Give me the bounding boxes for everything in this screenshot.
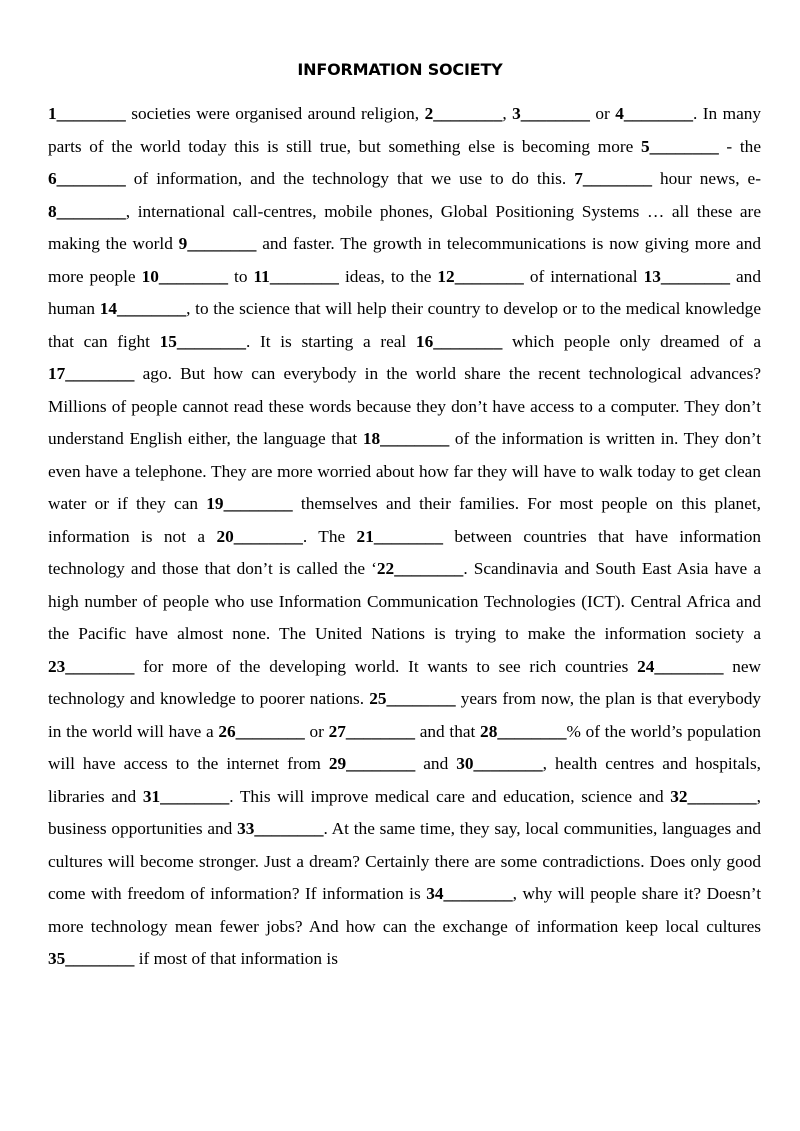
body-text-segment: which people only dreamed of a (502, 331, 762, 351)
body-text-segment: . In many parts of the world today this is still true, but something else is becoming more (48, 104, 762, 156)
body-text-segment: or (589, 104, 616, 123)
gap-blank[interactable]: 3________ (512, 104, 590, 123)
body-text-segment: themselves and their families. For most people on this planet, information is not a (48, 494, 761, 546)
gap-blank[interactable]: 33________ (237, 819, 324, 838)
body-text-segment: , (502, 104, 513, 123)
body-text-segment: ideas, to the (338, 266, 438, 286)
body-text-segment: , health centres and hospitals, libraries and (48, 754, 761, 806)
body-text-segment: . The (302, 526, 357, 546)
body-text-segment: of information, and the technology that we use to do this. (125, 169, 575, 188)
body-text-segment: , business opportunities and (48, 786, 761, 838)
body-text-segment: societies were organised around religion, (125, 104, 425, 123)
gap-blank[interactable]: 6________ (48, 169, 126, 188)
gap-blank[interactable]: 35________ (48, 949, 135, 968)
gap-blank[interactable]: 8________ (48, 201, 126, 221)
body-text-segment: new technology and knowledge to poorer nations. (48, 656, 761, 708)
gap-blank[interactable]: 19________ (206, 494, 293, 513)
body-text-segment: , why will people share it? Doesn’t more technology mean fewer jobs? And how can the exchange of information keep local cultures (48, 884, 762, 936)
gap-blank[interactable]: 26________ (218, 721, 305, 741)
gap-blank[interactable]: 10________ (141, 266, 229, 286)
gap-blank[interactable]: 34________ (426, 884, 513, 903)
gap-blank[interactable]: 12________ (437, 266, 524, 286)
body-text-segment: ago. But how can everybody in the world share the recent technological advances? Millions of people cannot read these words because they don’t have access to a computer. They don’t understand English either, the language that (48, 364, 761, 448)
gap-blank[interactable]: 4________ (615, 104, 693, 123)
gap-blank[interactable]: 30________ (456, 754, 543, 773)
gap-blank[interactable]: 11________ (253, 266, 339, 286)
body-text-segment: or (304, 721, 329, 741)
body-text-segment: % of the world’s population will have access to the internet from (48, 721, 761, 773)
body-text-segment: of international (523, 266, 644, 286)
body-text-segment: to (228, 266, 254, 286)
gap-blank[interactable]: 23________ (48, 656, 135, 676)
gap-blank[interactable]: 2________ (424, 104, 503, 123)
body-text-segment: and that (415, 721, 481, 741)
gap-blank[interactable]: 24________ (637, 656, 724, 676)
gap-fill-paragraph (48, 98, 761, 976)
gap-blank[interactable]: 21________ (356, 526, 443, 546)
body-text-segment: hour news, e- (652, 169, 761, 188)
gap-blank[interactable]: 15________ (159, 331, 246, 351)
gap-blank[interactable]: 16________ (415, 331, 503, 351)
body-text-segment: , to the science that will help their country to develop or to the medical knowledge that can fight (48, 299, 761, 351)
body-text-segment: and (415, 754, 457, 773)
body-text-segment: between countries that have information technology and those that don’t is called the ‘ (48, 526, 761, 578)
gap-blank[interactable]: 25________ (369, 689, 456, 708)
gap-blank[interactable]: 17________ (48, 364, 135, 383)
gap-blank[interactable]: 14________ (99, 299, 187, 318)
body-text-segment: . It is starting a real (246, 331, 416, 351)
body-text-segment: - the (718, 136, 761, 156)
body-text-segment: . At the same time, they say, local communities, languages and cultures will become stronger. Just a dream? Certainly there are some contradictions. Does only good come with freedom of information? If information is (48, 819, 761, 903)
body-text-segment: of the information is written in. They don’t even have a telephone. They are more worried about how far they will have to walk today to get clean water or if they can (48, 429, 761, 513)
gap-blank[interactable]: 29________ (328, 754, 416, 773)
gap-blank[interactable]: 9________ (178, 234, 257, 253)
gap-blank[interactable]: 28________ (480, 721, 567, 741)
body-text-segment: , international call-centres, mobile phones, Global Positioning Systems … all these are making the world (48, 201, 761, 253)
body-text-segment: if most of that information is (134, 949, 338, 968)
gap-blank[interactable]: 5________ (640, 136, 719, 156)
gap-blank[interactable]: 18________ (362, 429, 450, 448)
body-text-segment: years from now, the plan is that everybody in the world will have a (48, 689, 761, 741)
gap-blank[interactable]: 32________ (670, 786, 757, 806)
gap-blank[interactable]: 1________ (48, 104, 126, 123)
gap-blank[interactable]: 20________ (216, 526, 303, 546)
body-text-segment: for more of the developing world. It wants to see rich countries (134, 656, 638, 676)
gap-blank[interactable]: 7________ (574, 169, 652, 188)
gap-blank[interactable]: 22________ (376, 559, 464, 578)
body-text-segment: . Scandinavia and South East Asia have a high number of people who use Information Communication Technologies (ICT). Central Africa and the Pacific have almost none. The United Nations is trying to make the information society a (48, 559, 761, 643)
gap-blank[interactable]: 27________ (328, 721, 416, 741)
gap-blank[interactable]: 31________ (142, 786, 230, 806)
body-text-segment: and faster. The growth in telecommunications is now giving more and more people (48, 234, 761, 286)
gap-blank[interactable]: 13________ (643, 266, 730, 286)
page-title: INFORMATION SOCIETY (297, 60, 503, 79)
body-text-segment: and human (48, 266, 761, 318)
body-text-segment: . This will improve medical care and education, science and (229, 786, 671, 806)
